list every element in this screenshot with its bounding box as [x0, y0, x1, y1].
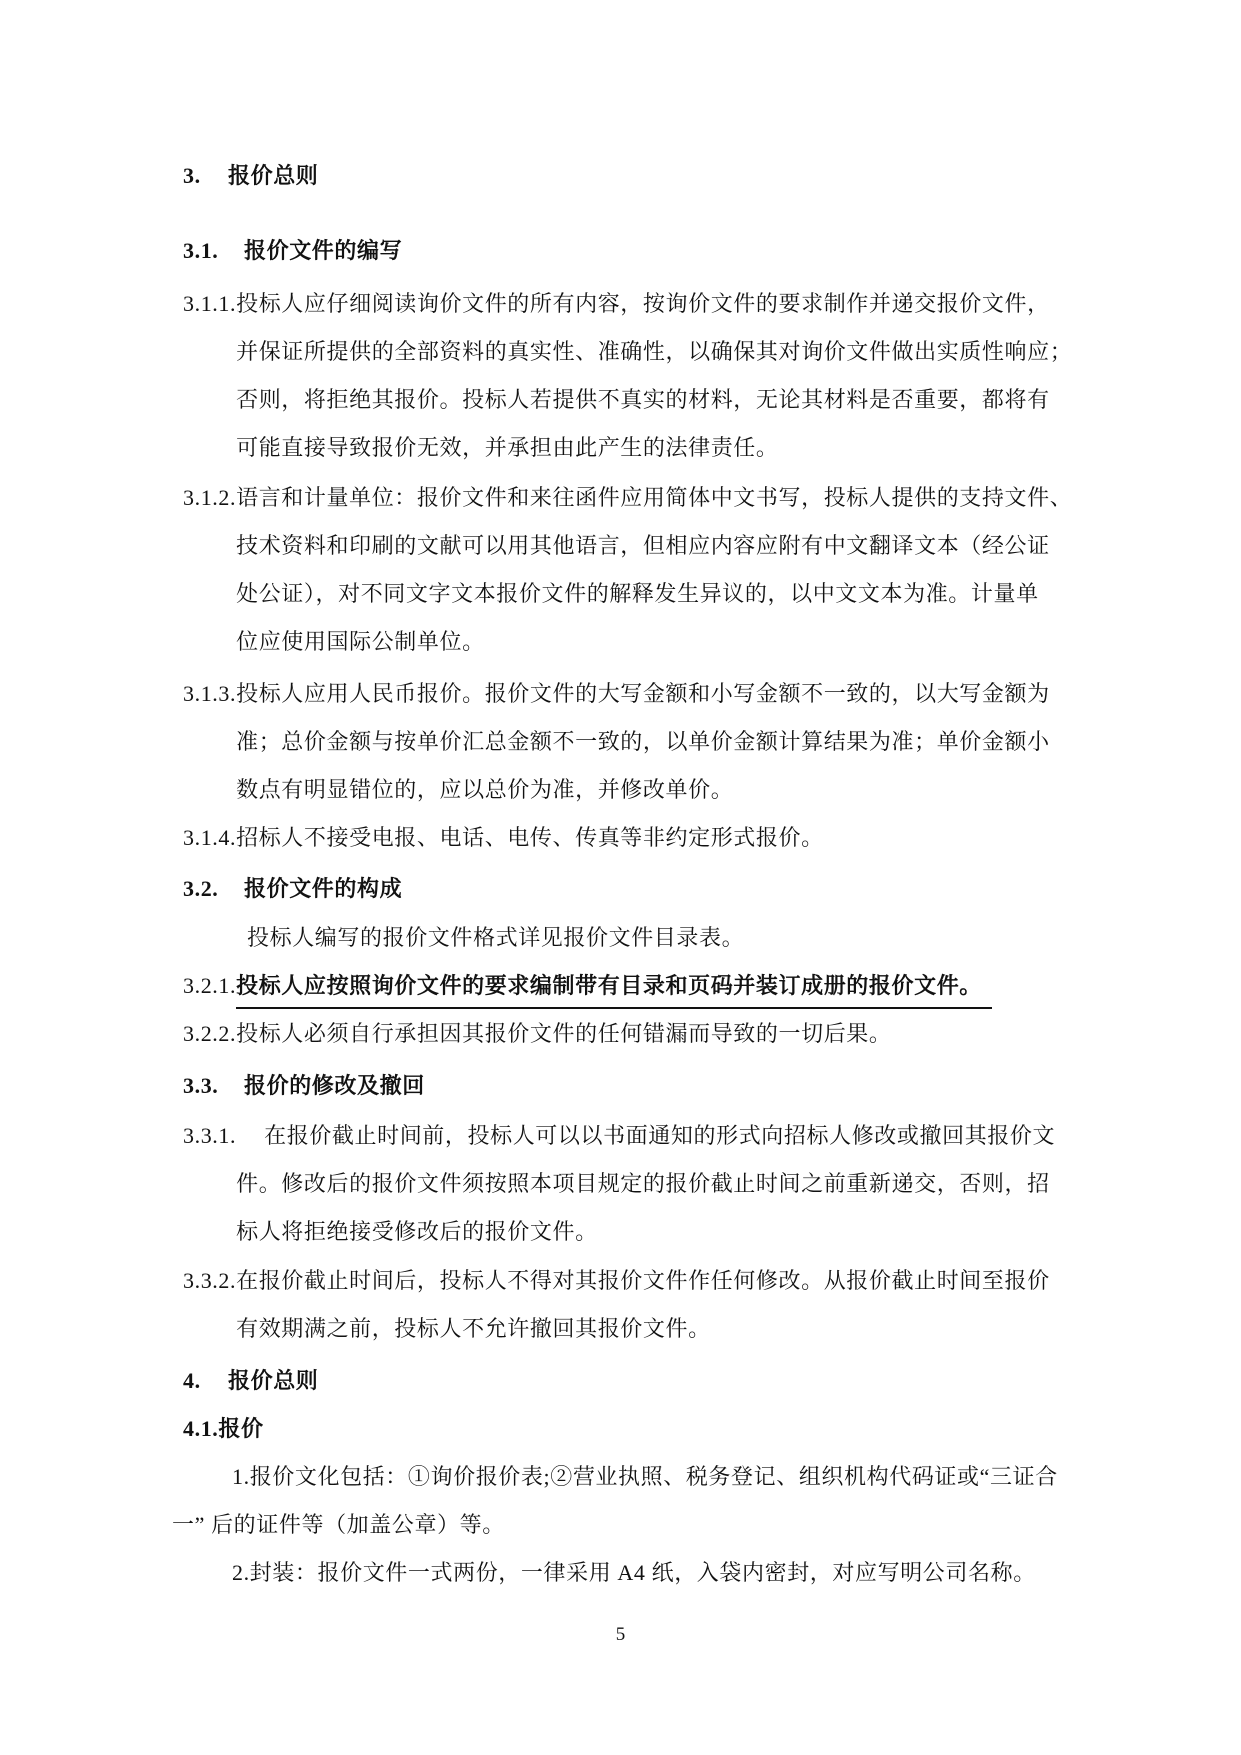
heading-4-1: [183, 1405, 1083, 1453]
text-line: 投标人应用人民币报价。报价文件的大写金额和小写金额不一致的，以大写金额为: [236, 681, 1050, 706]
text-line: 有效期满之前，投标人不允许撤回其报价文件。: [236, 1316, 711, 1341]
heading-3: [183, 152, 1083, 200]
text-line: 标人将拒绝接受修改后的报价文件。: [236, 1219, 598, 1244]
heading-3-2: [183, 865, 1083, 913]
text-line: 否则，将拒绝其报价。投标人若提供不真实的材料，无论其材料是否重要，都将有: [236, 387, 1050, 412]
heading-3-number: 3.: [183, 163, 201, 188]
heading-3-title: 报价总则: [228, 163, 319, 188]
heading-3-2-title: 报价文件的构成: [244, 876, 403, 901]
clause-3-1-2: [183, 474, 1083, 666]
heading-3-1-title: 报价文件的编写: [244, 238, 403, 263]
clause-3-1-1-number: 3.1.1.: [183, 291, 237, 316]
clause-3-3-1: [183, 1112, 1083, 1256]
heading-4: [183, 1357, 1083, 1405]
clause-3-3-2: [183, 1257, 1083, 1353]
heading-3-2-number: 3.2.: [183, 876, 219, 901]
text-line: 可能直接导致报价无效，并承担由此产生的法律责任。: [236, 435, 779, 460]
heading-3-1-number: 3.1.: [183, 238, 219, 263]
text-line: 投标人应仔细阅读询价文件的所有内容，按询价文件的要求制作并递交报价文件，: [236, 291, 1050, 316]
text-line: 并保证所提供的全部资料的真实性、准确性，以确保其对询价文件做出实质性响应；: [236, 339, 1073, 364]
clause-3-1-1: [183, 280, 1083, 472]
clause-3-1-4-text: [236, 814, 1083, 862]
clause-3-1-1-text: [236, 280, 1083, 472]
clause-3-1-4: [183, 814, 1083, 862]
heading-3-3: [183, 1062, 1083, 1110]
text-line: 数点有明显错位的，应以总价为准，并修改单价。: [236, 777, 734, 802]
emphasized-text: 投标人应按照询价文件的要求编制带有目录和页码并装订成册的报价文件。: [236, 966, 992, 1009]
paragraph-3-2-intro: 投标人编写的报价文件格式详见报价文件目录表。: [247, 925, 745, 950]
paragraph-4-1-item-1: [172, 1453, 1083, 1549]
heading-4-1-number: 4.1.: [183, 1416, 219, 1441]
heading-4-number: 4.: [183, 1368, 201, 1393]
clause-3-3-1-text: [236, 1112, 1083, 1256]
page-number: 5: [615, 1624, 626, 1645]
clause-3-2-2-text: [236, 1010, 1083, 1058]
clause-3-2-1-text: [236, 962, 1083, 1010]
heading-4-title: 报价总则: [228, 1368, 319, 1393]
clause-3-3-2-number: 3.3.2.: [183, 1268, 237, 1293]
clause-3-2-1-number: 3.2.1.: [183, 973, 237, 998]
document-content: [172, 152, 1083, 1597]
text-line: 准；总价金额与按单价汇总金额不一致的，以单价金额计算结果为准；单价金额小: [236, 729, 1050, 754]
text-line: 处公证），对不同文字文本报价文件的解释发生异议的，以中文文本为准。计量单: [236, 581, 1039, 606]
clause-3-2-2-number: 3.2.2.: [183, 1021, 237, 1046]
clause-3-2-2: [183, 1010, 1083, 1058]
clause-3-1-4-number: 3.1.4.: [183, 825, 237, 850]
clause-3-3-1-number: 3.3.1.: [183, 1123, 237, 1148]
heading-3-3-number: 3.3.: [183, 1073, 219, 1098]
clause-3-1-3: [183, 670, 1083, 814]
heading-3-3-title: 报价的修改及撤回: [244, 1073, 425, 1098]
clause-3-1-2-text: [236, 474, 1083, 666]
heading-3-1: [183, 227, 1083, 275]
heading-4-1-title: 报价: [218, 1416, 264, 1441]
text-line: 2.封装：报价文件一式两份，一律采用 A4 纸，入袋内密封，对应写明公司名称。: [232, 1560, 1036, 1585]
text-line: 1.报价文化包括：①询价报价表;②营业执照、税务登记、组织机构代码证或“三证合: [232, 1464, 1058, 1489]
text-line: 一” 后的证件等（加盖公章）等。: [172, 1512, 505, 1537]
text-line: 技术资料和印刷的文献可以用其他语言，但相应内容应附有中文翻译文本（经公证: [236, 533, 1050, 558]
text-line: 招标人不接受电报、电话、电传、传真等非约定形式报价。: [236, 825, 824, 850]
clause-3-1-3-text: [236, 670, 1083, 814]
text-line: 在报价截止时间后，投标人不得对其报价文件作任何修改。从报价截止时间至报价: [236, 1268, 1050, 1293]
clause-3-2-1: [183, 962, 1083, 1010]
clause-3-1-3-number: 3.1.3.: [183, 681, 237, 706]
text-line: 投标人必须自行承担因其报价文件的任何错漏而导致的一切后果。: [236, 1021, 892, 1046]
clause-3-1-2-number: 3.1.2.: [183, 485, 237, 510]
text-line: 在报价截止时间前，投标人可以以书面通知的形式向招标人修改或撤回其报价文: [264, 1123, 1056, 1148]
text-line: 件。修改后的报价文件须按照本项目规定的报价截止时间之前重新递交，否则，招: [236, 1171, 1050, 1196]
text-line: 语言和计量单位：报价文件和来往函件应用简体中文书写，投标人提供的支持文件、: [236, 485, 1073, 510]
text-line: 位应使用国际公制单位。: [236, 629, 485, 654]
paragraph-4-1-item-2: [183, 1549, 1083, 1597]
clause-3-3-2-text: [236, 1257, 1083, 1353]
